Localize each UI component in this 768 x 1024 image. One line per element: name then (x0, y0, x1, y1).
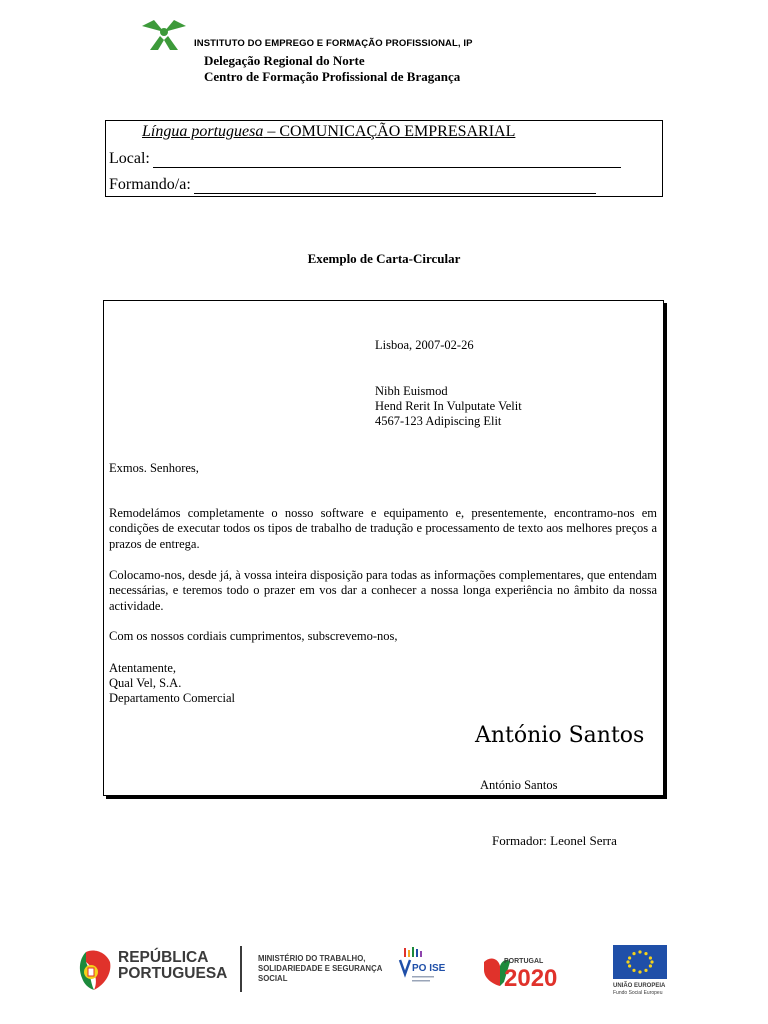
ministerio-line: SOCIAL (258, 974, 288, 983)
place-date: Lisboa, 2007-02-26 (375, 338, 474, 352)
section-title: Exemplo de Carta-Circular (307, 251, 461, 266)
poise-text: PO ISE (412, 963, 446, 974)
formando-blank-line (194, 179, 596, 194)
institute-name: INSTITUTO DO EMPREGO E FORMAÇÃO PROFISSIONAL, IP (194, 38, 473, 49)
local-blank-line (153, 153, 621, 168)
course-title-subject: Língua portuguesa (142, 123, 264, 140)
portugal-2020-logo (480, 952, 584, 992)
closing-line: Qual Vel, S.A. (109, 676, 182, 690)
signature-name: António Santos (480, 778, 558, 792)
iefp-logo-icon (140, 18, 188, 52)
portugal-text: PORTUGAL (504, 958, 544, 965)
republica-portuguesa-logo (118, 950, 227, 982)
portuguesa-word: PORTUGUESA (118, 965, 228, 982)
ministerio-line: SOLIDARIEDADE E SEGURANÇA (258, 964, 383, 973)
poise-logo (398, 946, 446, 990)
recipient-line: Hend Rerit In Vulputate Velit (375, 399, 522, 413)
course-title-module: – COMUNICAÇÃO EMPRESARIAL (263, 123, 516, 140)
local-label: Local: (109, 150, 150, 167)
ministerio-line: MINISTÉRIO DO TRABALHO, (258, 954, 366, 963)
formando-field (109, 176, 596, 194)
portugal-emblem-icon (76, 948, 112, 992)
ministerio-logo (258, 954, 382, 984)
letter-paragraph: Colocamo-nos, desde já, à vossa inteira disposição para todas as informações complementares, que entendam necessárias, e teremos todo o prazer em vos dar a conhecer a nossa longa experiência no âmbito da nossa actividade. (109, 568, 657, 613)
eu-fund-label: Fundo Social Europeu (613, 990, 663, 996)
pt2020-number: 2020 (504, 965, 558, 992)
letter-paragraph: Remodelámos completamente o nosso software e equipamento e, presentemente, encontramo-nos em condições de executar todos os tipos de trabalho de tradução e processamento de texto aos melhores preços a prazos de entrega. (109, 506, 657, 551)
letter-paragraph: Com os nossos cordiais cumprimentos, subscrevemo-nos, (109, 629, 398, 643)
course-title (142, 123, 515, 141)
trainer-name: Formador: Leonel Serra (492, 833, 617, 848)
center-name: Centro de Formação Profissional de Bragança (204, 69, 461, 84)
footer-divider (240, 946, 242, 992)
eu-flag-logo (612, 944, 670, 996)
closing-line: Departamento Comercial (109, 691, 235, 705)
signature: António Santos (475, 723, 645, 748)
delegation-name: Delegação Regional do Norte (204, 53, 365, 68)
local-field (109, 150, 621, 168)
eu-label: UNIÃO EUROPEIA (613, 983, 666, 989)
salutation: Exmos. Senhores, (109, 461, 199, 475)
recipient-line: Nibh Euismod (375, 384, 448, 398)
republica-word: REPÚBLICA (118, 949, 209, 966)
closing-line: Atentamente, (109, 661, 176, 675)
recipient-line: 4567-123 Adipiscing Elit (375, 414, 502, 428)
formando-label: Formando/a: (109, 176, 191, 193)
